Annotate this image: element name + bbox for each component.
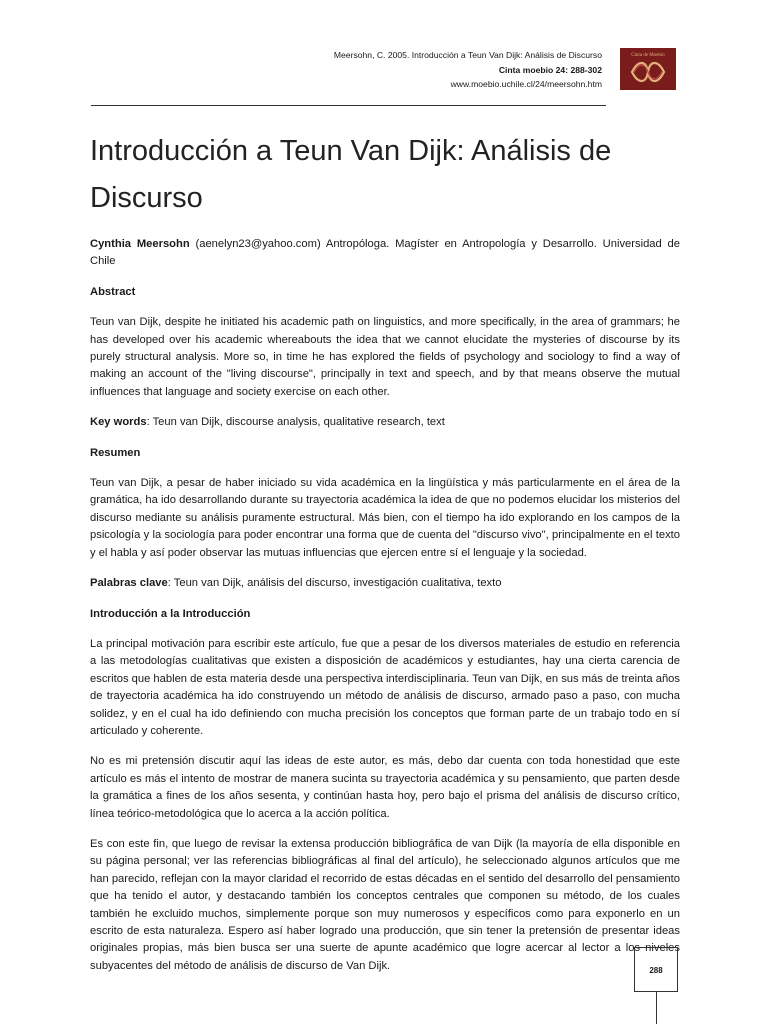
page-number-line <box>656 992 657 1024</box>
article-body <box>90 236 680 988</box>
palabras-line <box>90 575 680 592</box>
keywords-text: : Teun van Dijk, discourse analysis, qualitative research, text <box>146 416 445 429</box>
intro-paragraph-3: Es con este fin, que luego de revisar la extensa producción bibliográfica de van Dijk (la mayoría de ella disponible en su página personal; ver las referencias bibliográficas al final del artículo), he seleccionado algunos artículos que me han parecido, reflejan con la mayor claridad el recorrido de estas décadas en el sentido del desarrollo del pensamiento que ha tenido el autor, y destacando también los conceptos centrales que componen su método, de los cuales también he excluido muchos, simplemente porque son muy numerosos y específicos como para exponerlo en un escrito de esta naturaleza. Espero así haber logrado una producción, que sin tener la pretensión de presentar ideas originales propias, más bien busca ser una suerte de apunte académico que logre acercar al lector a los niveles subyacentes del método de análisis de discurso de Van Dijk. <box>90 837 680 972</box>
citation-line: Meersohn, C. 2005. Introducción a Teun Van Dijk: Análisis de Discurso <box>333 50 602 60</box>
intro-heading: Introducción a la Introducción <box>90 607 251 620</box>
author-details: (aenelyn23@yahoo.com) Antropóloga. Magíster en Antropología y Desarrollo. Universidad de Chile <box>90 238 680 268</box>
url-line: www.moebio.uchile.cl/24/meersohn.htm <box>450 79 602 89</box>
abstract-heading: Abstract <box>90 285 136 298</box>
page-number: 288 <box>634 947 678 992</box>
keywords-line <box>90 414 680 431</box>
article-title: Introducción a Teun Van Dijk: Análisis de Discurso <box>90 135 612 214</box>
intro-paragraph-1: La principal motivación para escribir este artículo, fue que a pesar de los diversos materiales de estudio en referencia a las metodologías cualitativas que existen a disposición de académicos y estudiantes, hay una cierta carencia de escritos que hablen de esta materia desde una perspectiva interdisciplinaria. Teun van Dijk, en sus más de treinta años de trayectoria académica ha ido construyendo un método de análisis de discurso, armado paso a paso, con mucha solidez, y en el cual ha ido definiendo con mucha precisión los conceptos que forman parte de un trabajo todo en sí articulado y coherente. <box>90 637 680 737</box>
header-divider <box>91 105 606 106</box>
citation-header <box>242 48 602 92</box>
resumen-text: Teun van Dijk, a pesar de haber iniciado su vida académica en la lingüística y más particularmente en el área de la gramática, ha ido desarrollando durante su trayectoria académica la idea de que no podemos elucidar los misterios del discurso mediante su análisis puramente estructural. Más bien, con el tiempo ha ido explorando en los campos de la psicología y la sociología para poder encontrar una forma que de cuenta del "discurso vivo", principalmente en el texto y el habla y así poder observar las mutuas influencias que ejercen entre sí el lenguaje y la sociedad. <box>90 477 680 559</box>
abstract-text: Teun van Dijk, despite he initiated his academic path on linguistics, and more specifically, in the area of grammars; he has developed over his academic whereabouts the idea that we cannot elucidate the mysteries of discourse by its purely structural analysis. More so, in time he has explored the fields of psychology and sociology to find a way of making an account of the "living discourse", principally in text and speech, and by that means observe the mutual influences that language and society exercise on each other. <box>90 316 680 398</box>
author-line <box>90 236 680 271</box>
intro-paragraph-2: No es mi pretensión discutir aquí las ideas de este autor, es más, debo dar cuenta con toda honestidad que este artículo es más el intento de mostrar de manera sucinta su trayectoria académica y su pensamiento, que parten desde la gramática a fines de los años sesenta, y continúan hasta hoy, pero bajo el prisma del análisis de discurso crítico, línea teórico-metodológica que lo acerca a la acción política. <box>90 755 680 820</box>
logo-text: Cinta de Moebio <box>631 53 665 58</box>
keywords-label: Key words <box>90 416 147 429</box>
journal-logo <box>620 48 676 90</box>
palabras-label: Palabras clave <box>90 577 168 590</box>
author-name: Cynthia Meersohn <box>90 238 190 250</box>
journal-line: Cinta moebio 24: 288-302 <box>498 64 602 75</box>
resumen-heading: Resumen <box>90 446 141 459</box>
palabras-text: : Teun van Dijk, análisis del discurso, investigación cualitativa, texto <box>167 577 502 590</box>
